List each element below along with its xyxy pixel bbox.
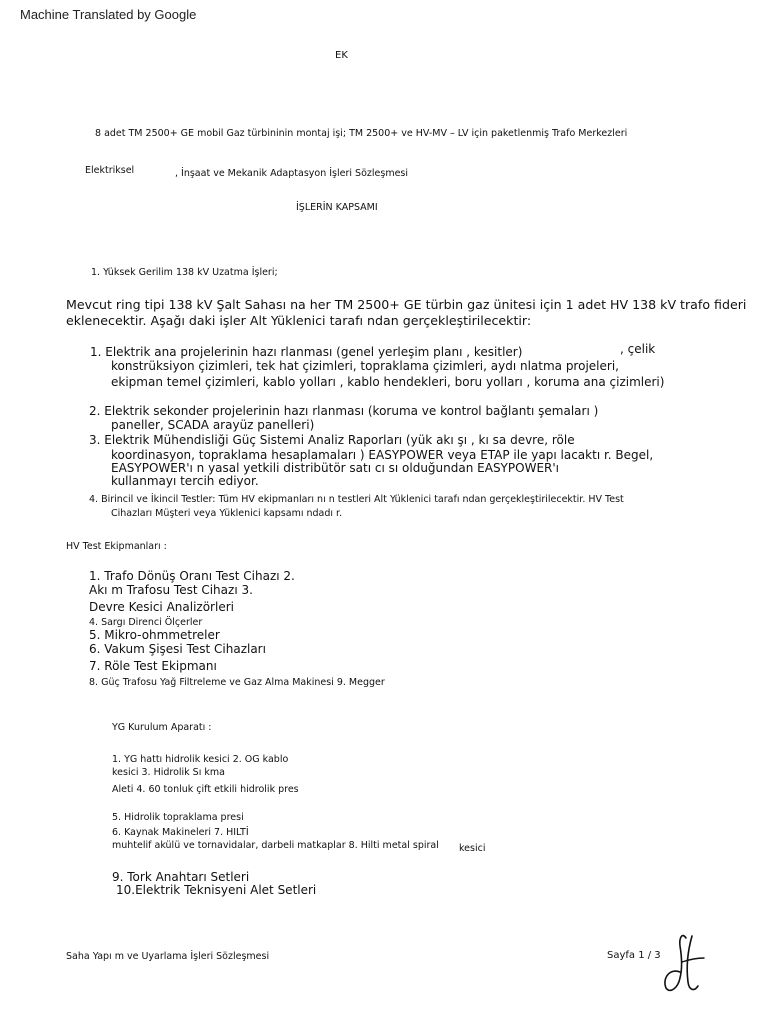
item2-line1: 2. Elektrik sekonder projelerinin hazı rlanması (koruma ve kontrol bağlantı şemaları ) [89, 404, 599, 418]
hv-test-line7: 7. Röle Test Ekipmanı [89, 659, 217, 673]
annex-label: EK [335, 50, 348, 61]
section1-heading: 1. Yüksek Gerilim 138 kV Uzatma İşleri; [91, 267, 278, 278]
hv-test-line3: Devre Kesici Analizörleri [89, 600, 234, 614]
handwritten-signature [652, 928, 708, 998]
item3-line2: koordinasyon, topraklama hesaplamaları ) EASYPOWER veya ETAP ile yapı lacaktı r. Begel, [111, 448, 654, 462]
yg-line1: 1. YG hattı hidrolik kesici 2. OG kablo [112, 754, 289, 765]
yg-line4: 5. Hidrolik topraklama presi [112, 812, 244, 823]
footer-document-title: Saha Yapı m ve Uyarlama İşleri Sözleşmesi [66, 951, 270, 962]
contract-title-line2a: Elektriksel [85, 165, 135, 176]
item1-line3: ekipman temel çizimleri, kablo yolları , kablo hendekleri, boru yolları , koruma ana çizimleri) [111, 375, 665, 389]
hv-test-heading: HV Test Ekipmanları : [66, 541, 167, 552]
yg-line6b: kesici [459, 843, 486, 854]
item1-line1: 1. Elektrik ana projelerinin hazı rlanması (genel yerleşim planı , kesitler) [90, 345, 523, 359]
section1-intro-line2: eklenecektir. Aşağı daki işler Alt Yüklenici tarafı ndan gerçekleştirilecektir: [66, 313, 532, 328]
item3-line1: 3. Elektrik Mühendisliği Güç Sistemi Analiz Raporları (yük akı şı , kı sa devre, röle [89, 433, 575, 447]
item3-line3: EASYPOWER'ı n yasal yetkili distribütör satı cı sı olduğundan EASYPOWER'ı [111, 461, 559, 475]
item3-line4: kullanmayı tercih ediyor. [111, 474, 259, 488]
contract-title-line1: 8 adet TM 2500+ GE mobil Gaz türbininin montaj işi; TM 2500+ ve HV-MV – LV için paketlenmiş Trafo Merkezleri [95, 128, 628, 139]
hv-test-line2: Akı m Trafosu Test Cihazı 3. [89, 583, 253, 597]
hv-test-line5: 5. Mikro-ohmmetreler [89, 628, 220, 642]
item2-line2: paneller, SCADA arayüz panelleri) [111, 418, 315, 432]
yg-line7: 9. Tork Anahtarı Setleri [112, 870, 250, 884]
item4-line2: Cihazları Müşteri veya Yüklenici kapsamı ndadı r. [111, 508, 343, 519]
hv-test-line8: 8. Güç Trafosu Yağ Filtreleme ve Gaz Alma Makinesi 9. Megger [89, 677, 385, 688]
yg-line8: 10.Elektrik Teknisyeni Alet Setleri [116, 883, 317, 897]
item1-line2: konstrüksiyon çizimleri, tek hat çizimleri, topraklama çizimleri, aydı nlatma projeleri, [111, 359, 619, 373]
hv-test-line6: 6. Vakum Şişesi Test Cihazları [89, 642, 266, 656]
section1-intro-line1: Mevcut ring tipi 138 kV Şalt Sahası na her TM 2500+ GE türbin gaz ünitesi için 1 adet HV 138 kV trafo fideri [66, 297, 747, 312]
machine-translated-banner: Machine Translated by Google [20, 7, 197, 22]
yg-line3: Aleti 4. 60 tonluk çift etkili hidrolik pres [112, 784, 299, 795]
yg-line5: 6. Kaynak Makineleri 7. HILTİ [112, 827, 249, 838]
hv-test-line4: 4. Sargı Direnci Ölçerler [89, 617, 203, 628]
hv-test-line1: 1. Trafo Dönüş Oranı Test Cihazı 2. [89, 569, 295, 583]
item1-line1-tail: , çelik [620, 342, 656, 356]
item4-line1: 4. Birincil ve İkincil Testler: Tüm HV ekipmanları nı n testleri Alt Yüklenici tarafı ndan gerçekleştirilecektir. HV Test [89, 494, 624, 505]
scope-heading: İŞLERİN KAPSAMI [296, 202, 378, 213]
contract-title-line2b: , İnşaat ve Mekanik Adaptasyon İşleri Sözleşmesi [175, 168, 409, 179]
yg-line2: kesici 3. Hidrolik Sı kma [112, 767, 225, 778]
yg-heading: YG Kurulum Aparatı : [112, 722, 212, 733]
yg-line6a: muhtelif akülü ve tornavidalar, darbeli matkaplar 8. Hilti metal spiral [112, 840, 439, 851]
footer-page-number: Sayfa 1 / 3 [607, 950, 661, 961]
